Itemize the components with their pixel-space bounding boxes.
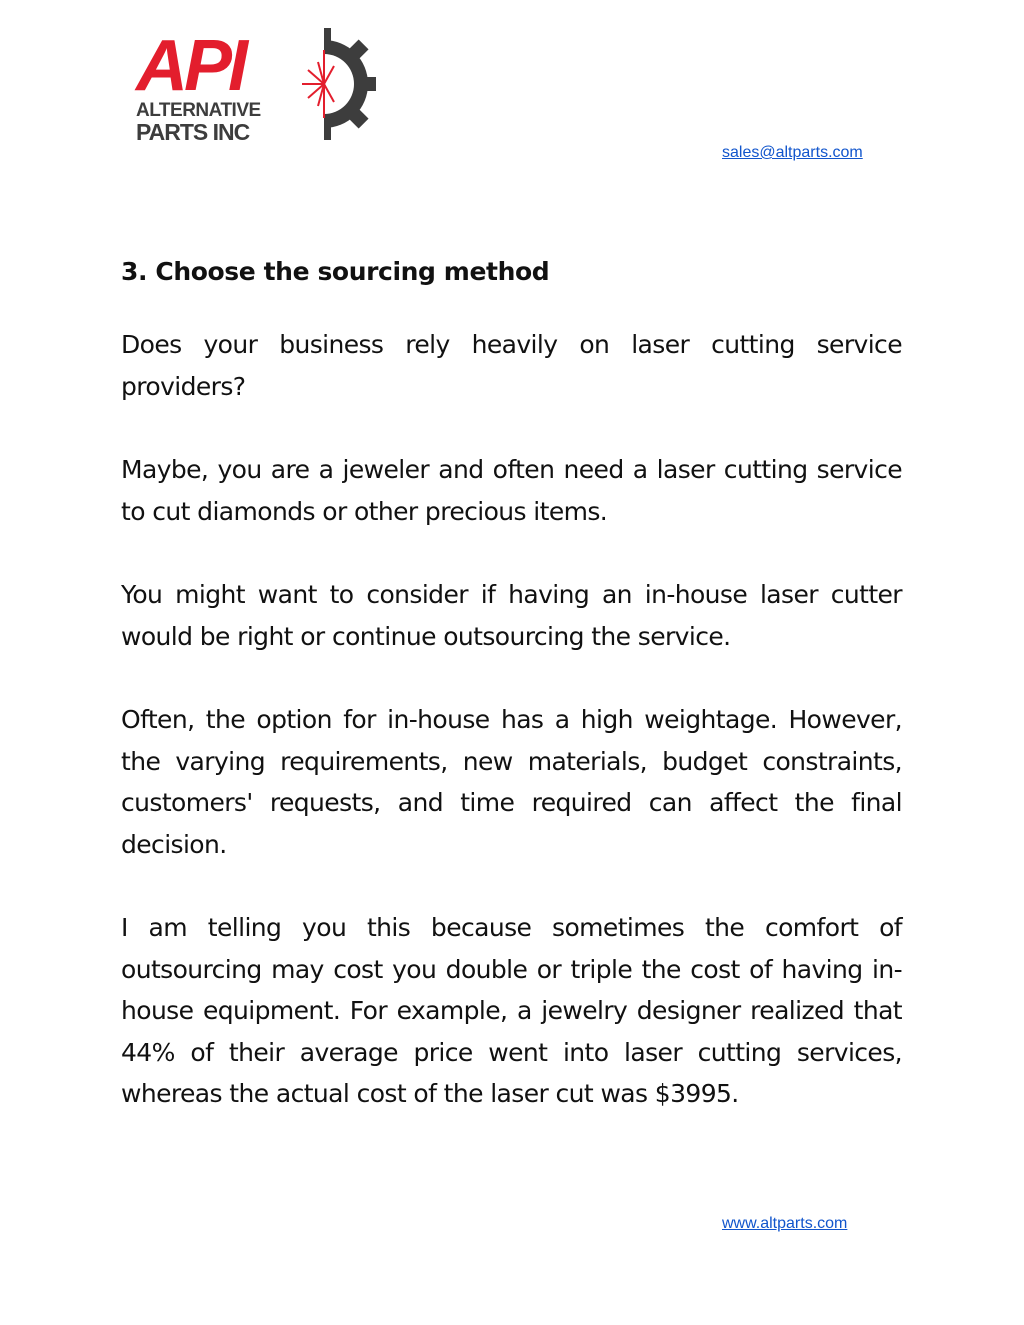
logo-brand-text: API: [136, 26, 245, 106]
article-body: [121, 252, 902, 1157]
logo-line1-text: ALTERNATIVE: [136, 100, 261, 121]
paragraph: You might want to consider if having an in-house laser cutter would be right or continue outsourcing the service.: [121, 580, 902, 651]
paragraph: Does your business rely heavily on laser cutting service providers?: [121, 330, 902, 401]
paragraph: I am telling you this because sometimes the comfort of outsourcing may cost you double or triple the cost of having in-house equipment. For example, a jewelry designer realized that 44% of their average price went into laser cutting services, whereas the actual cost of the laser cut was $3995.: [121, 913, 902, 1108]
paragraph: Often, the option for in-house has a high weightage. However, the varying requirements, new materials, budget constraints, customers' requests, and time required can affect the final decision.: [121, 705, 902, 859]
company-logo: [134, 26, 376, 146]
paragraph: Maybe, you are a jeweler and often need a laser cutting service to cut diamonds or other precious items.: [121, 455, 902, 526]
website-link[interactable]: www.altparts.com: [722, 1215, 848, 1232]
email-link[interactable]: sales@altparts.com: [722, 144, 863, 161]
gear-icon: [264, 26, 376, 144]
section-heading: 3. Choose the sourcing method: [121, 257, 550, 286]
logo-line2-text: PARTS INC: [136, 119, 250, 145]
